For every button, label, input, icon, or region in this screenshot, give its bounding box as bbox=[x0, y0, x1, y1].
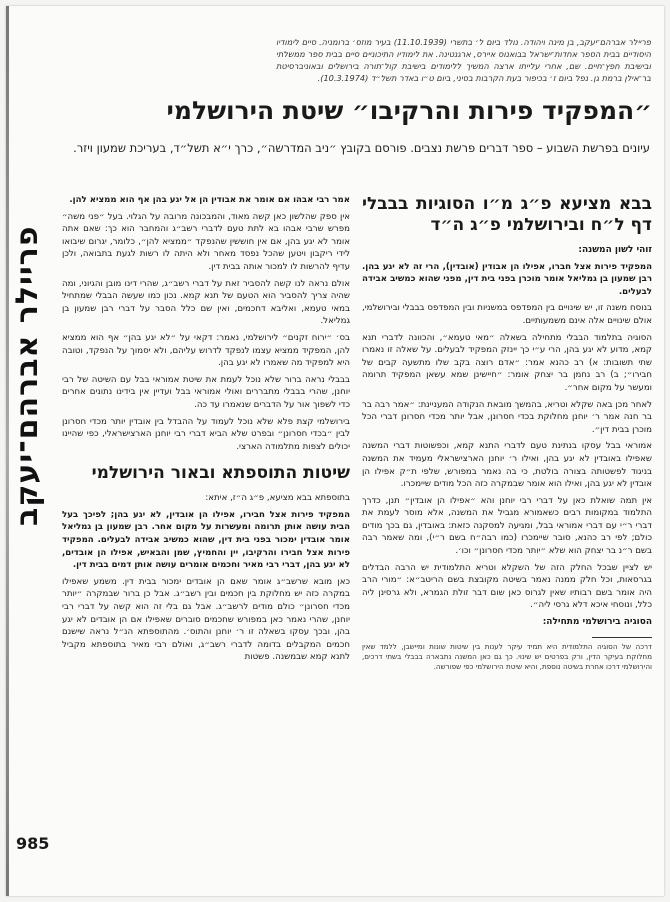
article-intro: עיונים בפרשת השבוע – ספר דברים פרשת נצבים. פורסם בקובץ ״ניב המדרשה״, כרך י״א תשל״ד, בעריכת שמעון ויזר. bbox=[73, 141, 650, 155]
paragraph: לאחר מכן באה שקלא וטריא, בהמשך מובאת הנקודה המעניינת: ״אמר רבה בר בר חנה אמר ר׳ יוחנן מחלוקת בכדי חסרונן, אבל יותר מכדי חסרונן דברי הכל מוכרן בבית דין״. bbox=[362, 399, 652, 435]
paragraph: כאן מובא שרשב״ג אומר שאם הן אובדים ימכור בבית דין. משמע שאפילו במקרה כזה יש מחלוקת בין חכמים ובין רשב״ג. אבל כן ברור שבמקרה ״יותר מכדי חסרונן״ כולם מודים לרשב״ג. אבל גם בלי זה הוא קשה על דברי רבי יוחנן, שהרי נאמר כאן במפורש שחכמים סוברים שאפילו אם הן אובדים לא יגע בהן, ובכך עסקו בשאלה זו ר׳ יוחנן והתוס׳. מהתוספתא הנ״ל נראה שישנם חכמים המקבלים בדומה לדברי רשב״ג, ואולם רבי מאיר בתוספתא מקביל לתנא קמא שבמשנה. פשטות bbox=[62, 576, 350, 663]
paragraph: הסוגיה בתלמוד הבבלי מתחילה בשאלה ״מאי טעמא״, והכוונה לדברי תנא קמא, מדוע לא יגע בהן, הרי ע״י כך יינזק המפקיד לבעלים. על שאלה זו נאמרו שתי תשובות: א) רב כהנא אמר: ״אדם רוצה בקב שלו מתשעה קבים של חבירו״; ב) רב נחמן בר יצחק אומר: ״חיישינן שמא עשאן המפקיד תרומה ומעשר על מקום אחר״. bbox=[362, 332, 652, 393]
footnote-divider bbox=[592, 637, 652, 638]
footnote: דרכה של הסוגיה התלמודית היא תמיד עיקר לענות בין שיטות שונות ומיישבן, ללמד שאין מחלוקת בעיקר הדין, ורק בפרטים יש שינוי. כך גם כאן המשנה נתבארה בבבלי בשתי דרכים, והירושלמי דרכו אחרת בשיטה נוספת, והיא שיטת הירושלמי כפי שפורשה. bbox=[362, 641, 652, 671]
document-page bbox=[6, 6, 664, 896]
page-number: 985 bbox=[16, 834, 50, 853]
paragraph: אין ספק שהלשון כאן קשה מאוד, והמבכונה מרובה על הגלוי. בעל ״פני משה״ מפרש שרבי אבהו בא לתת טעם לדברי רשב״ג והמחבר הוא כך: שאם אתה אומר לא יגע בהן, אם אין חוששין שהנפקד ״ממציא להן״, כלומר, יגרום שיבואו לידי ריקבון ויטען שהכל נפסד מאחר ולא היתה לו רשות לגעת בתבואה, ולכן עדיף להרשות לו למכור אותה בבית דין. bbox=[62, 211, 350, 272]
tosefta-quote: המפקיד פירות אצל חבירו, אפילו הן אובדין, לא יגע בהן; לפיכך בעל הבית עושה אותן תרומה ומעשרות על מקום אחר. רבן שמעון בן גמליאל אומר אובדין ימכור בפני בית דין, שהוא כמשיב אבידה לבעלים. המפקיד פירות אצל חבירו והרקיבו, יין והחמיץ, שמן והבאיש, אפילו הן אובדים, לא יגע בהן, דברי רבי מאיר וחכמים אומרים עושה אותן דמים בבית דין. bbox=[62, 509, 350, 571]
paragraph: בתוספתא בבא מציעא, פ״ג ה״ז, איתא: bbox=[205, 493, 350, 504]
paragraph: זוהי לשון המשנה: bbox=[578, 245, 652, 255]
author-name-sidebar: פריילר אברהם־יעקב bbox=[10, 225, 45, 527]
paragraph: בירושלמי קצת פלא שלא נוכל לעמוד על ההבדל בין אובדין יותר מכדי חסרונן לבין ״בכדי חסרונן״ ובפרט שלא הביא דברי רבי יוחנן הארצישראלי, כפי שהיינו יכולים לצפות מתלמודה הארצי. bbox=[62, 416, 350, 452]
section-heading-tosefta: שיטות התוספתא ובאור הירושלמי bbox=[91, 463, 350, 484]
paragraph: הסוגיה בירושלמי מתחילה: bbox=[542, 617, 652, 628]
author-bio bbox=[276, 36, 651, 84]
paragraph: אין תמה שואלת כאן על דברי רבי יוחנן והא ״אפילו הן אובדין״ תנן, כדרך התלמוד במקומות רבים כשאמורא מגביל את המשנה, אלא מוסר לעמת את דברי ר״י עם דברי אמוראי בבל, ומגיעה למסקנה כזאת: באובדין, גם בכך מודים כולם; לפי רב כהנא, סובר שיימכרו (כמו רבה״ח בשם ר״י), ומה שאמר רבה בשם ר״נ בר יצחק הוא שלא ״יותר מכדי חסרונן״ וכו׳. bbox=[362, 495, 652, 557]
right-column bbox=[362, 194, 652, 676]
article-title: ״המפקיד פירות והרקיבו״ שיטת הירושלמי bbox=[166, 96, 652, 125]
mishna-quote: המפקיד פירות אצל חברו, אפילו הן אבודין (אובדין), הרי זה לא יגע בהן. רבן שמעון בן גמליאל אומר מוכרן בפני בית דין, מפני שהוא כמשיב אבידה לבעלים. bbox=[362, 261, 652, 297]
paragraph: אמוראי בבל עסקו בנתינת טעם לדברי התנא קמא, וכפשוטות דברי המשנה שאפילו באובדין לא יגע בהן, ואילו ר׳ יוחנן הארצישראלי מעמיד את המשנה בניגוד לפשטותה בצורה בולטת, כי בה נאמר במפורש, שלפי ת״ק אפילו הן אובדין לא יגע בהן, ואילו הוא אומר שבמקרה כזה הכל מודים שיימכרו. bbox=[362, 441, 652, 490]
left-column bbox=[62, 194, 350, 668]
section-heading-bava-metzia: בבא מציעא פ״ג מ״ו הסוגיות בבבלי דף ל״ח ובירושלמי פ״ג ה״ד bbox=[362, 194, 652, 235]
author-bio-text: פריילר אברהם־יעקב, בן מינה ויהודה. נולד ביום ל׳ בתשרי (11.10.1939) בעיר מוזס׳ ברומניה. סיים לימודיו היסודיים בבית הספר אחדות־ישראל בבואנוס איירס, ארגנטינה. את לימודיו התיכוניים סיים בבית ספר ממשלתי ובישיבת חפץ־חיים. שם, אחרי עלייתו ארצה המשיך ללימודים בישיבת קול־תורה בירושלים ובאוניברסיטת בר־אילן ברמת גן. נפל ביום ז׳ בכיפור בעת הקרבות בסיני, ביום ט״ו באדר תשל״ד (10.3.1974). bbox=[276, 37, 651, 83]
paragraph: בס׳ ״ירוח זקנים״ לירושלמי, נאמר: דקאי על ״לא יגע בהן״ אף הוא ממציא להן, המפקיד ממציא עצמו לנפקד לדרוש עליהם, ולא יסמוך על הנפקד, וטובה היא למפקיד מה שאמרו לא יגע בהן. bbox=[62, 332, 350, 369]
scan-edge bbox=[6, 6, 9, 896]
paragraph: בנוסח משנה זו, יש שינויים בין המפדפס במשניות ובין המפדפס בבבלי ובירושלמי, אולם שינויים אלה אינם משמעותיים. bbox=[362, 303, 652, 326]
paragraph: אולם נראה לנו קשה להסביר זאת על דברי רשב״ג, שהרי דינו מובן והגיוני, ומה שהיה צריך להסביר הוא הטעם של תנא קמא. נכון כמו שעשה הבבלי שמתחיל במאי טעמא, ואליבא דחכמים, ואין שם כלל הסבר על דברי רבן שמעון בן גמליאל. bbox=[62, 278, 350, 327]
yerushalmi-quote: אמר רבי אבהו אם אומר את אבודין הן אל יגע בהן אף הוא ממציא להן. bbox=[69, 195, 350, 205]
paragraph: בבבלי נראה ברור שלא נוכל לעמת את שיטת אמוראי בבל עם השיטה של רבי יוחנן, שהרי בבבלי מתבררים ואולי אמוראי בבל ועדיין אין בידינו נתונים אחרים כדי לשפוך אור על הדברים שנאמרו עד כה. bbox=[62, 374, 350, 410]
paragraph: יש לציין שבכל החלק הזה של השקלא וטריא התלמודית יש הרבה הבדלים בגרסאות, וכל חלק ממנה נאמר בשיטה מקובצת בשם הריטב״א: ״מורי הרב היה אומר בשם רבותיו שאין לגרוס כאן שום דבר זולת הגמרא, ולא גרסינן ליה כלל, ונוסחי איכא דלא גרסי ליה״. bbox=[362, 562, 652, 611]
